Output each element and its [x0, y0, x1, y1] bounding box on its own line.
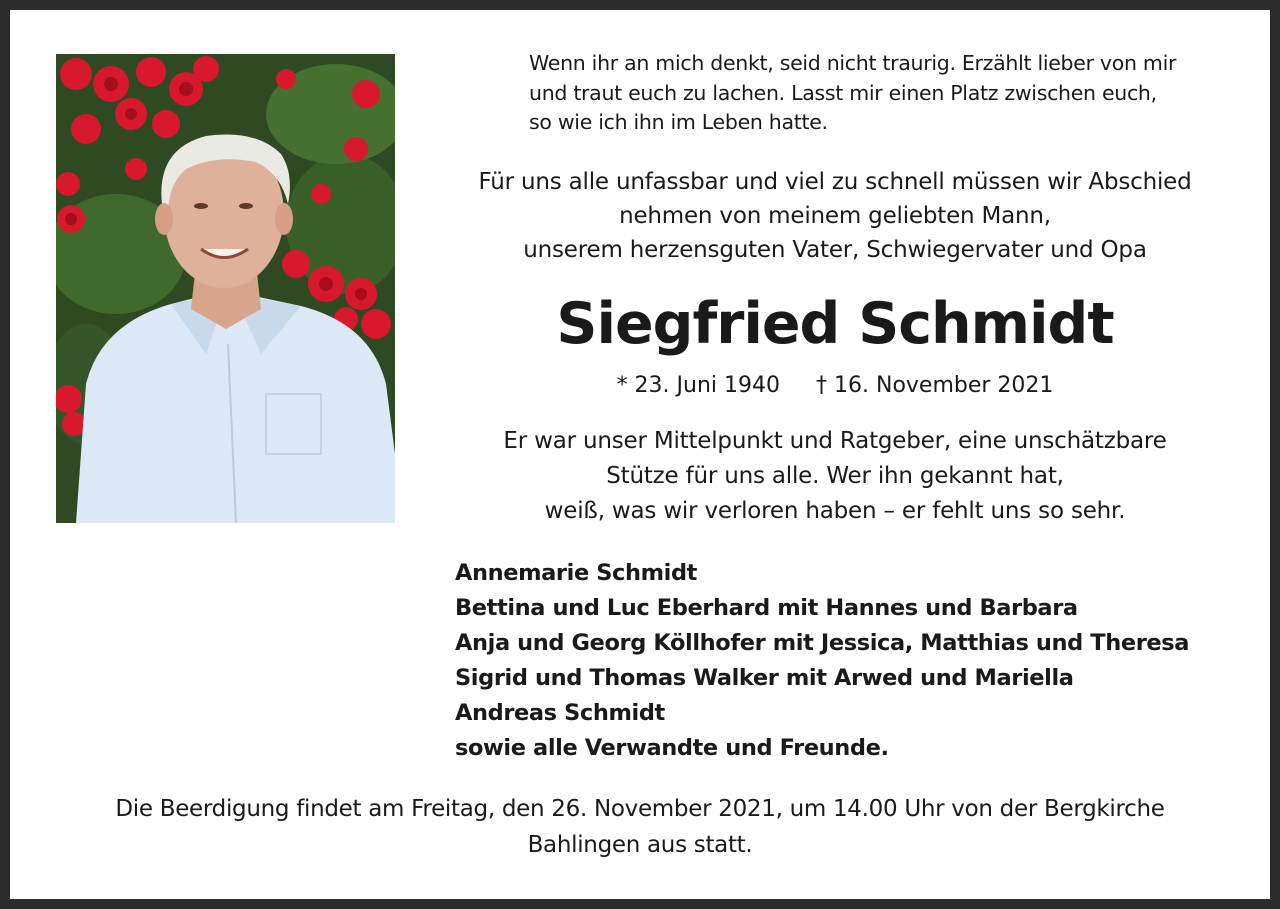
- mourner-entry: Annemarie Schmidt: [455, 560, 698, 586]
- quote-line: Wenn ihr an mich denkt, seid nicht traurig. Erzählt lieber von mir: [529, 51, 1177, 75]
- obituary-notice: [10, 10, 1270, 899]
- deceased-name: Siegfried Schmidt: [556, 291, 1114, 357]
- tribute-text: [410, 424, 1260, 529]
- mourner-entry: Bettina und Luc Eberhard mit Hannes und Barbara: [455, 595, 1078, 621]
- funeral-line: Die Beerdigung findet am Freitag, den 26. November 2021, um 14.00 Uhr von der Bergkirche: [115, 796, 1165, 822]
- quote-line: so wie ich ihn im Leben hatte.: [529, 110, 828, 134]
- tribute-line: weiß, was wir verloren haben – er fehlt uns so sehr.: [544, 498, 1126, 524]
- funeral-notice: [40, 791, 1240, 863]
- intro-line: unserem herzensguten Vater, Schwiegervater und Opa: [523, 237, 1147, 263]
- tribute-line: Er war unser Mittelpunkt und Ratgeber, eine unschätzbare: [503, 428, 1167, 454]
- birth-date: * 23. Juni 1940: [616, 373, 781, 398]
- mourner-entry: sowie alle Verwandte und Freunde.: [455, 735, 889, 761]
- mourner-entry: Anja und Georg Köllhofer mit Jessica, Matthias und Theresa: [455, 630, 1190, 656]
- portrait-photo: [56, 54, 395, 523]
- intro-line: nehmen von meinem geliebten Mann,: [619, 203, 1051, 229]
- mourners-list: [455, 556, 1189, 766]
- intro-line: Für uns alle unfassbar und viel zu schnell müssen wir Abschied: [478, 169, 1192, 195]
- quote-line: und traut euch zu lachen. Lasst mir einen Platz zwischen euch,: [529, 80, 1157, 105]
- mourner-entry: Andreas Schmidt: [455, 700, 665, 726]
- tribute-line: Stütze für uns alle. Wer ihn gekannt hat,: [606, 463, 1064, 489]
- life-dates: [410, 369, 1260, 403]
- funeral-line: Bahlingen aus statt.: [527, 832, 753, 858]
- quote-verse: [529, 49, 1249, 138]
- intro-text: [410, 165, 1260, 267]
- mourner-entry: Sigrid und Thomas Walker mit Arwed und Mariella: [455, 665, 1074, 691]
- death-date: † 16. November 2021: [816, 373, 1054, 398]
